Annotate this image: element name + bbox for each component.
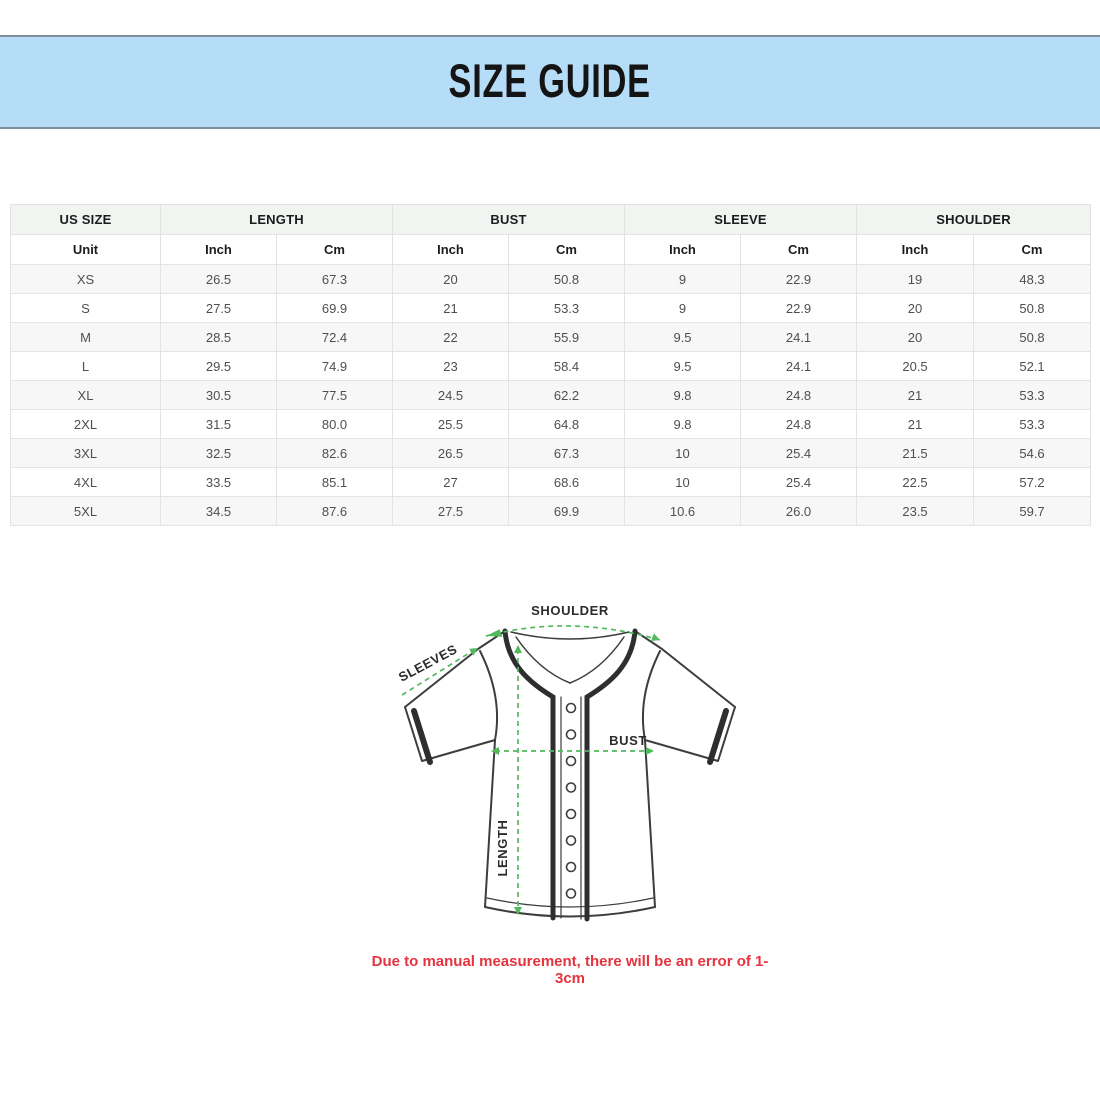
shoulder-arrowhead-left xyxy=(486,629,502,637)
table-row xyxy=(11,265,1091,294)
measurement-cell: 50.8 xyxy=(974,323,1091,352)
table-row xyxy=(11,294,1091,323)
table-row xyxy=(11,352,1091,381)
measurement-cell: 30.5 xyxy=(161,381,277,410)
size-label-cell: L xyxy=(11,352,161,381)
bust-arrowhead-right xyxy=(646,747,654,755)
length-arrowhead-top xyxy=(514,645,522,653)
size-label-cell: 5XL xyxy=(11,497,161,526)
measurement-cell: 22.9 xyxy=(741,265,857,294)
size-label-cell: S xyxy=(11,294,161,323)
measurement-cell: 25.4 xyxy=(741,439,857,468)
measurement-cell: 22 xyxy=(393,323,509,352)
unit-header: Inch xyxy=(857,235,974,265)
page-title: SIZE GUIDE xyxy=(448,55,652,108)
size-table-container xyxy=(10,204,1090,526)
measurement-cell: 9.5 xyxy=(625,352,741,381)
column-header-us-size: US SIZE xyxy=(11,205,161,235)
jersey-buttons xyxy=(567,704,576,899)
measurement-cell: 82.6 xyxy=(277,439,393,468)
measurement-cell: 69.9 xyxy=(277,294,393,323)
measurement-cell: 9 xyxy=(625,294,741,323)
measurement-cell: 10 xyxy=(625,468,741,497)
measurement-cell: 64.8 xyxy=(509,410,625,439)
column-header-shoulder: SHOULDER xyxy=(857,205,1091,235)
measurement-cell: 9.8 xyxy=(625,410,741,439)
column-header-bust: BUST xyxy=(393,205,625,235)
unit-header: Cm xyxy=(277,235,393,265)
measurement-cell: 72.4 xyxy=(277,323,393,352)
table-row xyxy=(11,410,1091,439)
measurement-cell: 50.8 xyxy=(974,294,1091,323)
measurement-cell: 52.1 xyxy=(974,352,1091,381)
measurement-cell: 32.5 xyxy=(161,439,277,468)
measurement-cell: 26.5 xyxy=(161,265,277,294)
column-header-sleeve: SLEEVE xyxy=(625,205,857,235)
measurement-cell: 67.3 xyxy=(277,265,393,294)
measurement-cell: 9.8 xyxy=(625,381,741,410)
shoulder-label: SHOULDER xyxy=(531,603,609,618)
measurement-cell: 67.3 xyxy=(509,439,625,468)
measurement-cell: 20 xyxy=(857,323,974,352)
measurement-cell: 34.5 xyxy=(161,497,277,526)
measurement-cell: 21 xyxy=(857,410,974,439)
table-row xyxy=(11,381,1091,410)
measurement-cell: 24.1 xyxy=(741,352,857,381)
bust-label: BUST xyxy=(609,733,647,748)
measurement-cell: 77.5 xyxy=(277,381,393,410)
measurement-cell: 23.5 xyxy=(857,497,974,526)
measurement-cell: 69.9 xyxy=(509,497,625,526)
size-guide-banner xyxy=(0,35,1100,129)
measurement-cell: 28.5 xyxy=(161,323,277,352)
measurement-cell: 9 xyxy=(625,265,741,294)
unit-header: Cm xyxy=(509,235,625,265)
table-unit-header-row xyxy=(11,235,1091,265)
measurement-cell: 26.5 xyxy=(393,439,509,468)
measurement-cell: 21 xyxy=(393,294,509,323)
measurement-cell: 50.8 xyxy=(509,265,625,294)
measurement-cell: 22.5 xyxy=(857,468,974,497)
unit-header: Cm xyxy=(974,235,1091,265)
measurement-cell: 27 xyxy=(393,468,509,497)
table-group-header-row xyxy=(11,205,1091,235)
measurement-cell: 54.6 xyxy=(974,439,1091,468)
measurement-cell: 59.7 xyxy=(974,497,1091,526)
measurement-cell: 24.1 xyxy=(741,323,857,352)
size-label-cell: XL xyxy=(11,381,161,410)
measurement-cell: 20 xyxy=(857,294,974,323)
measurement-cell: 31.5 xyxy=(161,410,277,439)
table-row xyxy=(11,323,1091,352)
sleeves-label: SLEEVES xyxy=(396,641,460,685)
measurement-cell: 24.8 xyxy=(741,381,857,410)
unit-header: Inch xyxy=(161,235,277,265)
measurement-cell: 21 xyxy=(857,381,974,410)
size-label-cell: 3XL xyxy=(11,439,161,468)
measurement-cell: 23 xyxy=(393,352,509,381)
measurement-cell: 74.9 xyxy=(277,352,393,381)
measurement-cell: 26.0 xyxy=(741,497,857,526)
measurement-cell: 33.5 xyxy=(161,468,277,497)
measurement-cell: 27.5 xyxy=(161,294,277,323)
table-row xyxy=(11,468,1091,497)
measurement-cell: 29.5 xyxy=(161,352,277,381)
size-label-cell: XS xyxy=(11,265,161,294)
jersey-measurement-diagram xyxy=(370,585,770,955)
measurement-cell: 53.3 xyxy=(974,381,1091,410)
measurement-cell: 53.3 xyxy=(974,410,1091,439)
measurement-cell: 25.5 xyxy=(393,410,509,439)
measurement-cell: 24.8 xyxy=(741,410,857,439)
column-header-length: LENGTH xyxy=(161,205,393,235)
measurement-cell: 10 xyxy=(625,439,741,468)
measurement-error-note: Due to manual measurement, there will be an error of 1-3cm xyxy=(371,953,769,987)
shoulder-arrowhead-right xyxy=(651,633,660,641)
measurement-cell: 9.5 xyxy=(625,323,741,352)
measurement-cell: 20.5 xyxy=(857,352,974,381)
measurement-cell: 85.1 xyxy=(277,468,393,497)
unit-header: Inch xyxy=(393,235,509,265)
measurement-cell: 68.6 xyxy=(509,468,625,497)
measurement-cell: 10.6 xyxy=(625,497,741,526)
size-label-cell: 4XL xyxy=(11,468,161,497)
measurement-cell: 25.4 xyxy=(741,468,857,497)
table-row xyxy=(11,497,1091,526)
measurement-cell: 21.5 xyxy=(857,439,974,468)
length-label: LENGTH xyxy=(495,819,510,877)
measurement-cell: 22.9 xyxy=(741,294,857,323)
table-row xyxy=(11,439,1091,468)
measurement-cell: 53.3 xyxy=(509,294,625,323)
measurement-cell: 19 xyxy=(857,265,974,294)
size-table xyxy=(10,204,1091,526)
measurement-cell: 48.3 xyxy=(974,265,1091,294)
measurement-cell: 62.2 xyxy=(509,381,625,410)
measurement-cell: 58.4 xyxy=(509,352,625,381)
measurement-cell: 55.9 xyxy=(509,323,625,352)
unit-header: Cm xyxy=(741,235,857,265)
measurement-cell: 27.5 xyxy=(393,497,509,526)
unit-header: Inch xyxy=(625,235,741,265)
jersey-trim xyxy=(414,631,726,919)
measurement-cell: 80.0 xyxy=(277,410,393,439)
size-label-cell: 2XL xyxy=(11,410,161,439)
measurement-cell: 24.5 xyxy=(393,381,509,410)
size-label-cell: M xyxy=(11,323,161,352)
unit-header: Unit xyxy=(11,235,161,265)
jersey-outline xyxy=(405,631,735,919)
size-table-body xyxy=(11,265,1091,526)
measurement-cell: 57.2 xyxy=(974,468,1091,497)
measurement-cell: 87.6 xyxy=(277,497,393,526)
measurement-cell: 20 xyxy=(393,265,509,294)
